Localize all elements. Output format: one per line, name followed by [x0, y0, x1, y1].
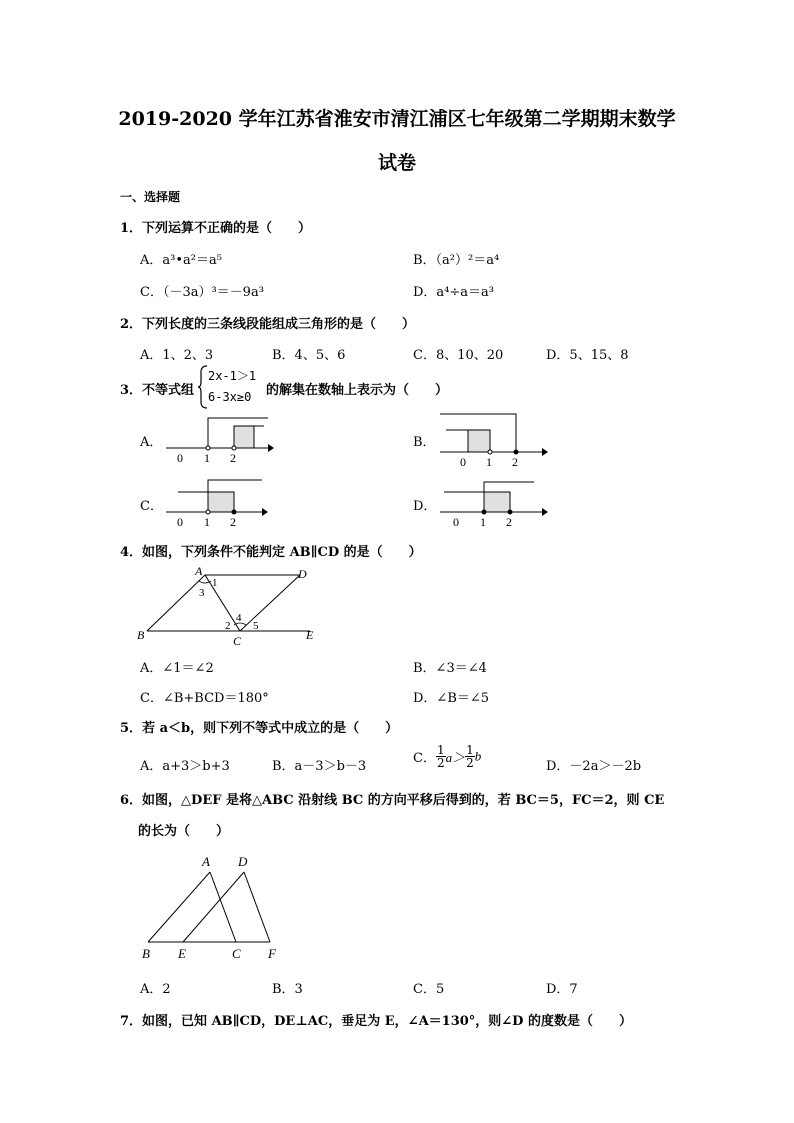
q5-option-a[interactable]: A．a+3＞b+3: [140, 759, 230, 774]
q5-option-d[interactable]: D．－2a＞－2b: [546, 759, 642, 774]
inequality-1: 2x-1＞1: [208, 369, 257, 383]
tick-2: 2: [230, 515, 236, 529]
tick-1: 1: [486, 455, 492, 468]
page-title-line2: 试卷: [377, 152, 416, 174]
question-6-stem-line2: 的长为（ ）: [138, 824, 230, 839]
q4-option-c[interactable]: C．∠B+BCD＝180°: [140, 691, 269, 706]
fraction-half: $\frac{1}{2}$: [436, 743, 445, 770]
tick-0: 0: [177, 515, 183, 529]
q4-option-a[interactable]: A．∠1＝∠2: [140, 661, 214, 676]
question-2-stem: 2．下列长度的三条线段能组成三角形的是（ ）: [120, 317, 416, 332]
q6-figure: [138, 852, 288, 964]
q4-option-d[interactable]: D．∠B＝∠5: [413, 691, 490, 706]
question-6-stem-line1: 6．如图，△DEF 是将△ABC 沿射线 BC 的方向平移后得到的，若 BC＝5，FC＝2，则 CE: [120, 793, 665, 808]
q2-option-b[interactable]: B．4、5、6: [272, 348, 346, 363]
q5-option-c[interactable]: [413, 744, 481, 769]
section-heading: 一、选择题: [120, 190, 181, 204]
q5-option-c-end: b: [474, 748, 482, 764]
q6-option-d[interactable]: D．7: [546, 982, 578, 997]
inequality-2: 6-3x≥0: [208, 390, 252, 404]
q1-option-c[interactable]: C．（－3a）³＝－9a³: [140, 285, 264, 300]
label-B: B: [142, 946, 150, 961]
q2-option-c[interactable]: C．8、10、20: [413, 348, 504, 363]
q2-option-a[interactable]: A．1、2、3: [140, 348, 214, 363]
q5-option-c-prefix: C．: [413, 751, 436, 766]
question-3-stem-prefix: 3．不等式组: [120, 383, 195, 398]
q1-option-b[interactable]: B．（a²）²＝a⁴: [413, 253, 500, 268]
label-C: C: [232, 946, 241, 961]
tick-2: 2: [512, 455, 518, 468]
q4-option-b[interactable]: B．∠3＝∠4: [413, 661, 487, 676]
q3-option-c-label[interactable]: C．: [140, 499, 163, 514]
label-D: D: [238, 854, 248, 869]
question-1-stem: 1．下列运算不正确的是（ ）: [120, 221, 312, 236]
angle-5: 5: [253, 620, 259, 632]
q5-option-b[interactable]: B．a－3＞b－3: [272, 759, 367, 774]
question-3-stem-suffix: 的解集在数轴上表示为（ ）: [266, 383, 449, 398]
angle-3: 3: [199, 587, 205, 599]
q3-option-d-number-line[interactable]: [438, 476, 550, 532]
label-C: C: [233, 634, 242, 647]
angle-1: 1: [212, 577, 218, 589]
tick-0: 0: [460, 455, 466, 468]
question-4-stem: 4．如图，下列条件不能判定 AB∥CD 的是（ ）: [120, 545, 422, 560]
tick-1: 1: [480, 515, 486, 529]
q3-option-d-label[interactable]: D．: [413, 499, 437, 514]
tick-1: 1: [204, 451, 210, 465]
q1-option-d[interactable]: D．a⁴÷a＝a³: [413, 285, 494, 300]
q2-option-d[interactable]: D．5、15、8: [546, 348, 629, 363]
q6-option-a[interactable]: A．2: [140, 982, 171, 997]
question-5-stem: 5．若 a＜b，则下列不等式中成立的是（ ）: [120, 721, 399, 736]
q3-option-b-label[interactable]: B．: [413, 435, 436, 450]
tick-0: 0: [453, 515, 459, 529]
q4-figure: [135, 563, 325, 647]
q6-option-b[interactable]: B．3: [272, 982, 303, 997]
tick-0: 0: [177, 451, 183, 465]
q3-option-a-label[interactable]: A．: [140, 435, 163, 450]
q3-option-a-number-line[interactable]: [164, 412, 274, 468]
q6-option-c[interactable]: C．5: [413, 982, 445, 997]
label-B: B: [137, 628, 145, 642]
question-7-stem: 7．如图，已知 AB∥CD，DE⊥AC，垂足为 E，∠A＝130°，则∠D 的度数是（ ）: [120, 1014, 632, 1029]
tick-2: 2: [506, 515, 512, 529]
angle-4: 4: [236, 612, 242, 624]
q3-option-c-number-line[interactable]: [164, 476, 274, 532]
tick-1: 1: [204, 515, 210, 529]
label-F: F: [268, 946, 276, 961]
label-A: A: [202, 854, 210, 869]
label-A: A: [195, 564, 203, 578]
tick-2: 2: [230, 451, 236, 465]
label-E: E: [178, 946, 186, 961]
q1-option-a[interactable]: A．a³•a²＝a⁵: [140, 253, 222, 268]
label-E: E: [306, 628, 314, 642]
page-title-line1: 2019-2020 学年江苏省淮安市清江浦区七年级第二学期期末数学: [118, 108, 676, 130]
q5-option-c-mid: a＞: [445, 750, 466, 765]
fraction-half-2: $\frac{1}{2}$: [466, 743, 474, 770]
angle-2: 2: [225, 620, 231, 632]
q3-option-b-number-line[interactable]: [438, 410, 550, 468]
label-D: D: [298, 567, 307, 581]
